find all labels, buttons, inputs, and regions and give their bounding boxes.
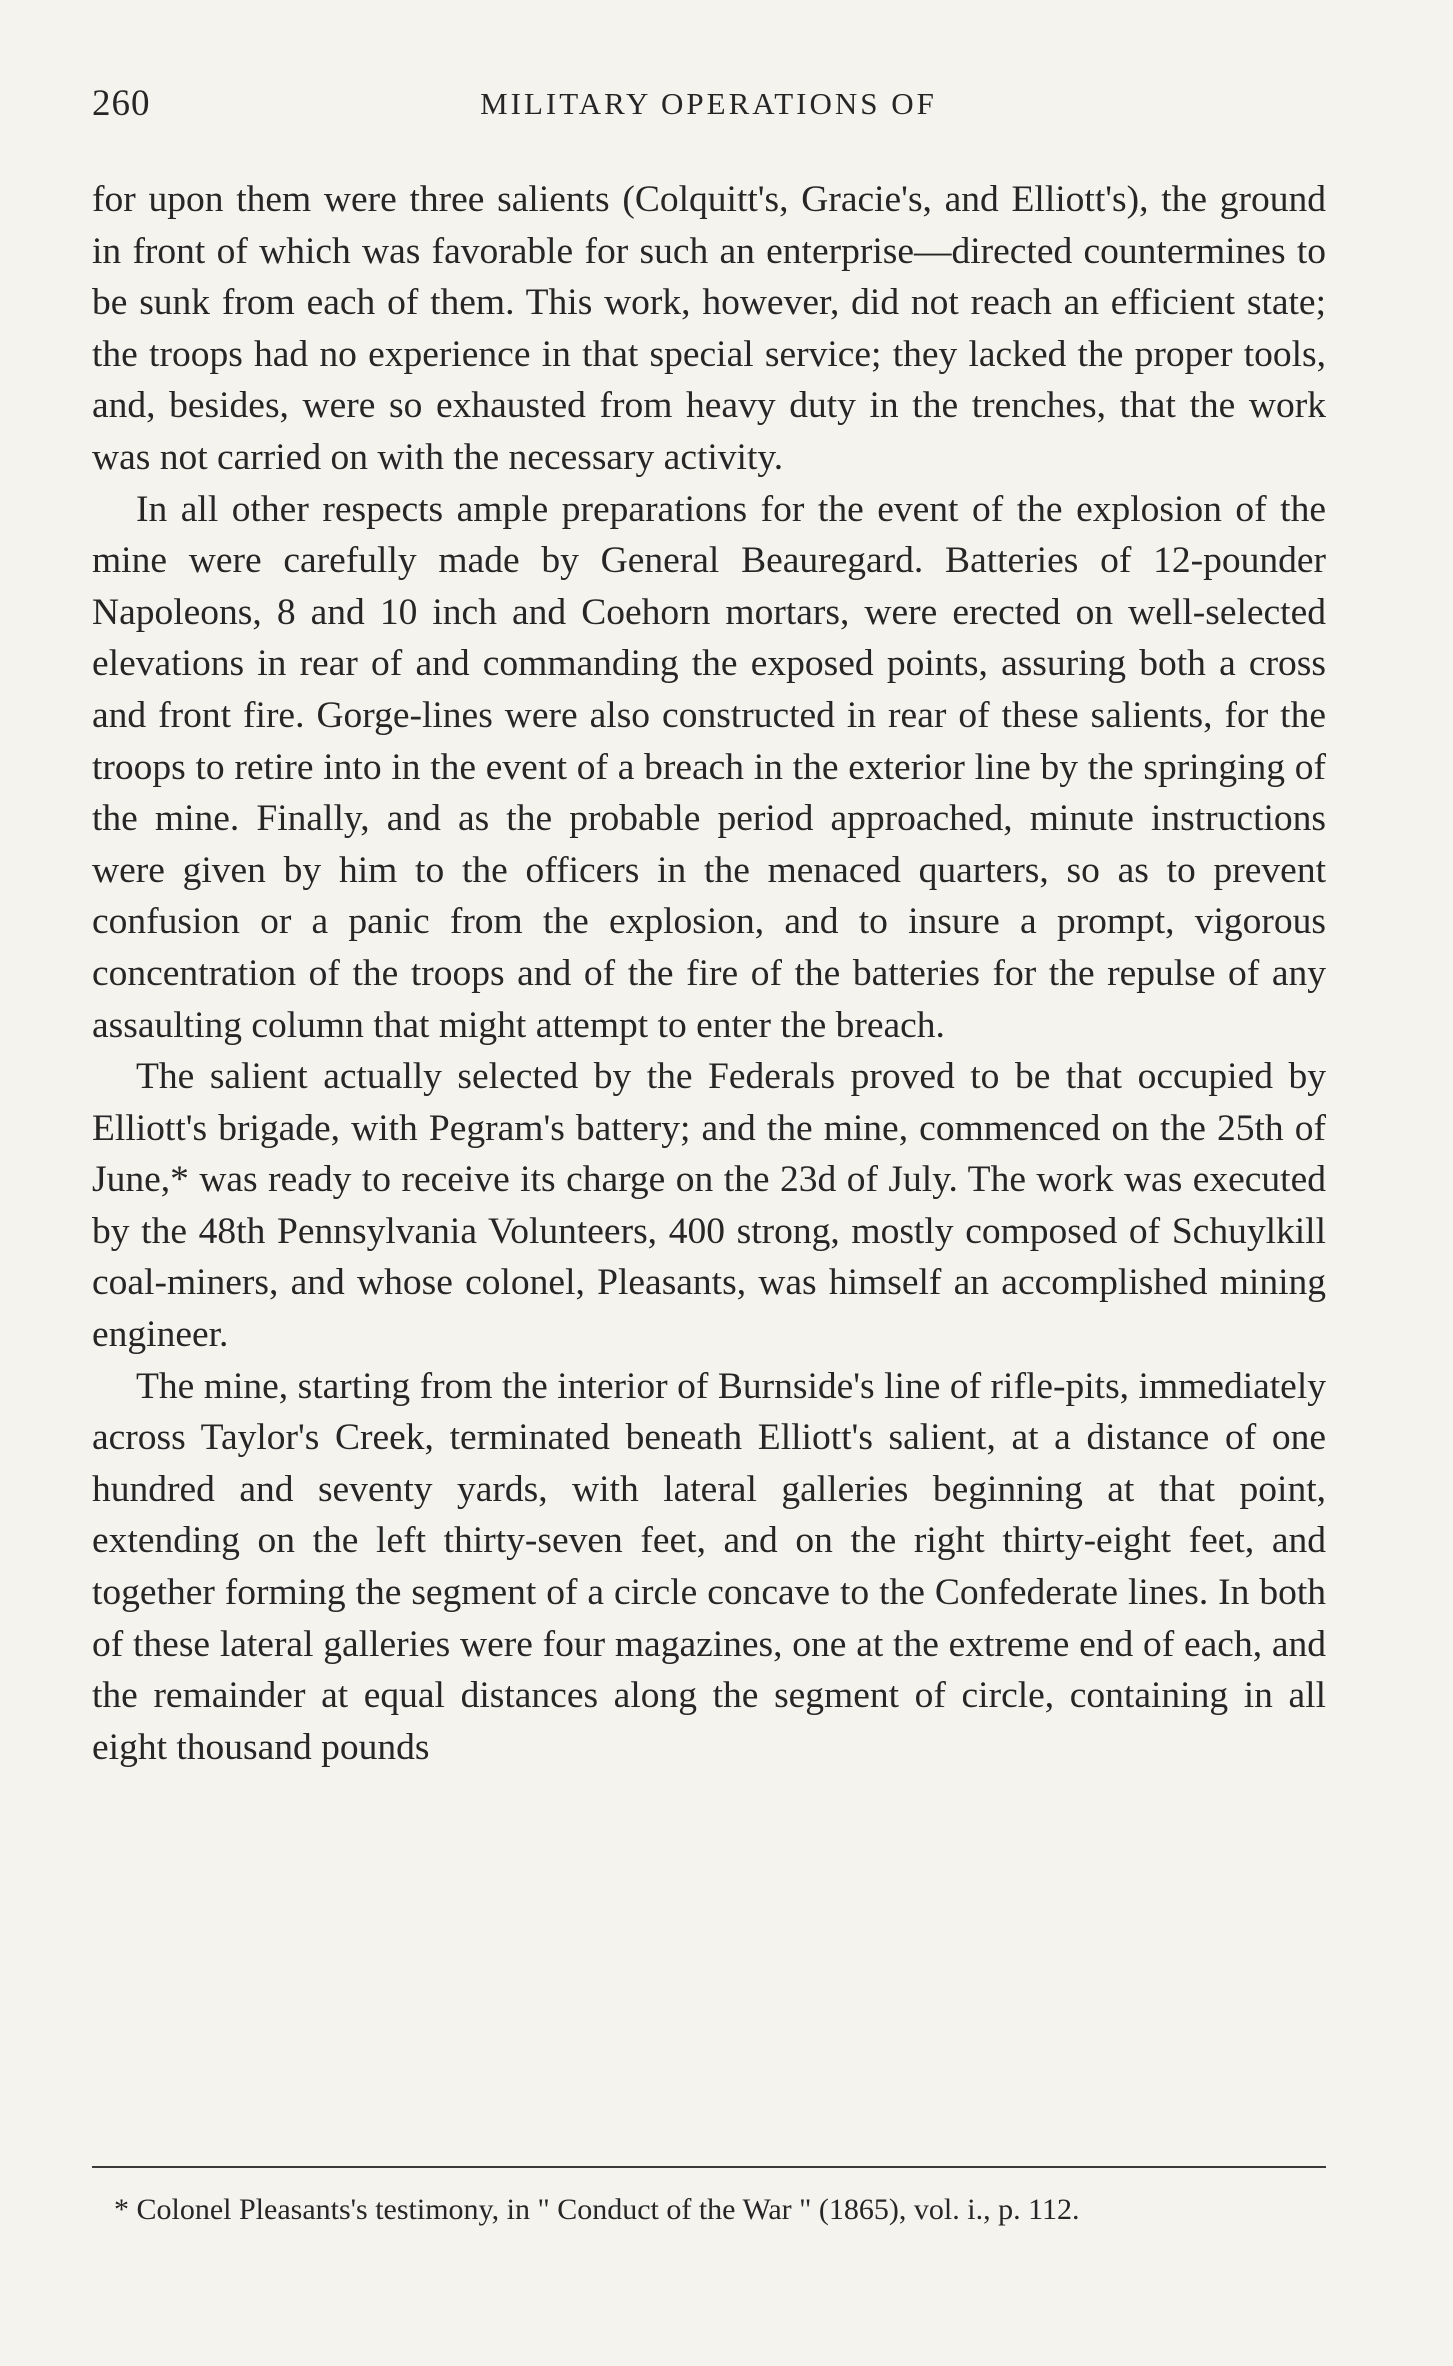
footnote-divider xyxy=(92,2166,1326,2168)
running-head xyxy=(92,82,1325,142)
paragraph: The mine, starting from the interior of Burnside's line of rifle-pits, immediately across Taylor's Creek, terminated beneath Elliott's salient, at a distance of one hundred and seventy yards, with lateral galleries beginning at that point, extending on the left thirty-seven feet, and on the right thirty-eight feet, and together forming the segment of a circle concave to the Confederate lines. In both of these lateral galleries were four magazines, one at the extreme end of each, and the remainder at equal distances along the segment of circle, containing in all eight thousand pounds xyxy=(92,1365,1326,1768)
body-text xyxy=(92,174,1326,1773)
page-number: 260 xyxy=(92,83,151,124)
running-title: MILITARY OPERATIONS OF xyxy=(480,86,937,121)
paragraph: In all other respects ample preparations for the event of the explosion of the mine were carefully made by General Beauregard. Batteries of 12-pounder Napoleons, 8 and 10 inch and Coehorn mortars, were erected on well-selected elevations in rear of and commanding the exposed points, assuring both a cross and front fire. Gorge-lines were also constructed in rear of these salients, for the troops to retire into in the event of a breach in the exterior line by the springing of the mine. Finally, and as the probable period approached, minute instructions were given by him to the officers in the menaced quarters, so as to prevent confusion or a panic from the explosion, and to insure a prompt, vigorous concentration of the troops and of the fire of the batteries for the repulse of any assaulting column that might attempt to enter the breach. xyxy=(92,488,1326,1046)
paragraph: The salient actually selected by the Federals proved to be that occupied by Elliott's brigade, with Pegram's battery; and the mine, commenced on the 25th of June,* was ready to receive its charge on the 23d of July. The work was executed by the 48th Pennsylvania Volunteers, 400 strong, mostly composed of Schuylkill coal-miners, and whose colonel, Pleasants, was himself an accomplished mining engineer. xyxy=(92,1056,1326,1356)
paragraph-continued: for upon them were three salients (Colquitt's, Gracie's, and Elliott's), the ground in front of which was favorable for such an enterprise—directed countermines to be sunk from each of them. This work, however, did not reach an efficient state; the troops had no experience in that special service; they lacked the proper tools, and, besides, were so exhausted from heavy duty in the trenches, that the work was not carried on with the necessary activity. xyxy=(92,179,1326,478)
footnote: * Colonel Pleasants's testimony, in " Conduct of the War " (1865), vol. i., p. 112. xyxy=(114,2193,1080,2226)
